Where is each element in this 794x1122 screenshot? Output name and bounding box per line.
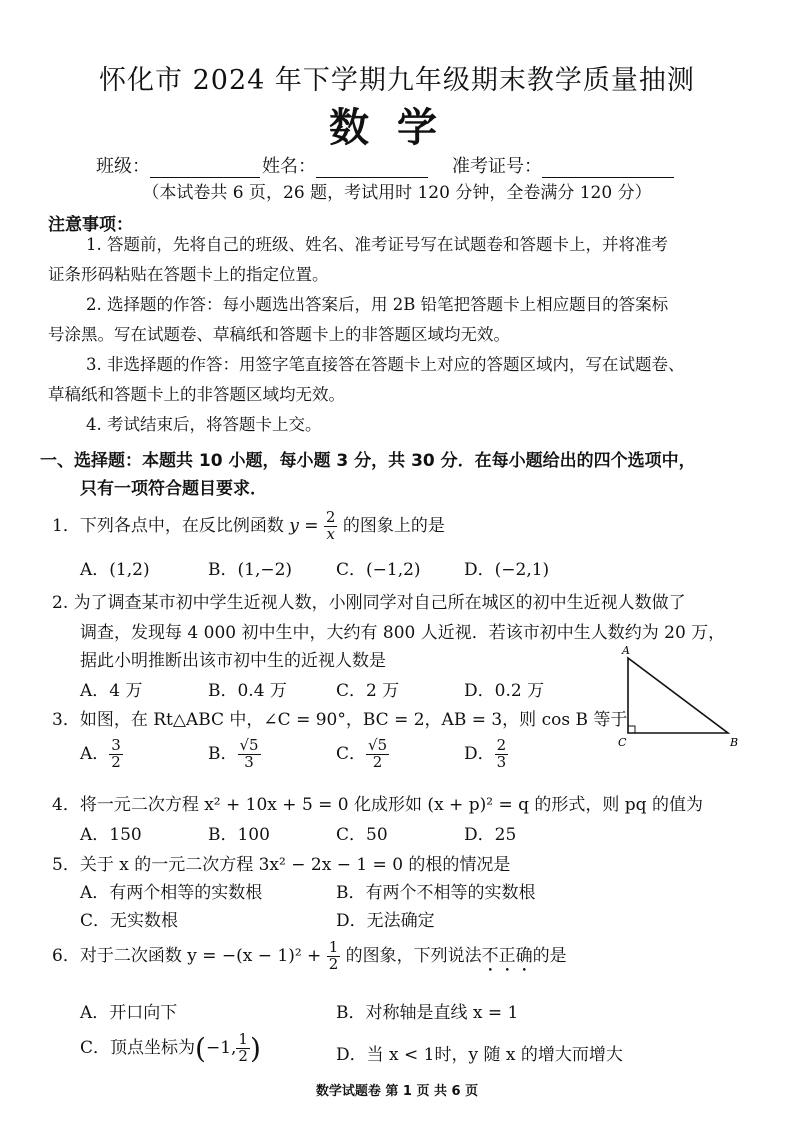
frac-num: √5	[239, 736, 259, 754]
q3-option-fraction	[238, 738, 261, 771]
q6-mid: 的图象，下列说法	[345, 945, 482, 966]
q6-option-d: D．当 x < 1时，y 随 x 的增大而增大	[336, 1045, 623, 1065]
q6-suffix: 的是	[532, 945, 567, 966]
question-6	[52, 940, 567, 976]
question-2-cont: 调查，发现每 4 000 初中生中，大约有 800 人近视．若该市初中生人数约为 20 万，	[80, 623, 726, 643]
q6-c-fraction	[236, 1032, 250, 1065]
exam-meta: （本试卷共 6 页，26 题，考试用时 120 分钟，全卷满分 120 分）	[142, 183, 652, 203]
q6-fraction	[327, 940, 341, 973]
q6-text: 6．对于二次函数 y = −(x − 1)² +	[52, 945, 322, 966]
question-2: 2. 为了调查某市初中学生近视人数，小刚同学对自己所在城区的初中生近视人数做了	[52, 593, 686, 613]
exam-title: 怀化市 2024 年下学期九年级期末教学质量抽测	[99, 65, 695, 96]
section-heading: 一、选择题：本题共 10 小题，每小题 3 分，共 30 分．在每小题给出的四个选项中，	[40, 451, 696, 471]
q5-option-c: C．无实数根	[80, 911, 179, 931]
q1-option-d: D．(−2,1)	[464, 560, 550, 580]
q3-option-label: A．	[80, 743, 110, 764]
question-5: 5．关于 x 的一元二次方程 3x² − 2x − 1 = 0 的根的情况是	[52, 855, 511, 875]
q6-c-lparen: (	[195, 1032, 206, 1065]
subject-title: 数学	[329, 104, 465, 151]
q3-option-label: C．	[336, 743, 367, 764]
notice-line: 号涂黑。写在试题卷、草稿纸和答题卡上的非答题区域均无效。	[48, 325, 510, 344]
q6-option-c	[80, 1032, 261, 1065]
notice-title: 注意事项：	[48, 215, 133, 235]
frac-den: 3	[496, 752, 507, 771]
q1-option-c: C．(−1,2)	[336, 560, 421, 580]
name-label: 姓名：	[262, 156, 316, 177]
vertex-b-label: B	[730, 736, 739, 749]
question-3: 3．如图，在 Rt△ABC 中，∠C = 90°，BC = 2，AB = 3，则 cos B 等于	[52, 710, 628, 730]
vertex-a-label: A	[622, 644, 630, 657]
vertex-c-label: C	[618, 736, 627, 749]
frac-num: 1	[238, 1030, 248, 1049]
notice-line: 3. 非选择题的作答：用签字笔直接答在答题卡上对应的答题区域内，写在试题卷、	[86, 355, 685, 374]
q5-option-d: D．无法确定	[336, 911, 435, 931]
notice-line: 草稿纸和答题卡上的非答题区域均无效。	[48, 385, 345, 404]
q2-option-b: B．0.4 万	[208, 681, 287, 701]
q1-suffix: 的图象上的是	[342, 515, 445, 536]
q3-option-a	[80, 738, 123, 771]
question-4: 4．将一元二次方程 x² + 10x + 5 = 0 化成形如 (x + p)² = q 的形式，则 pq 的值为	[52, 795, 703, 815]
q4-option-d: D．25	[464, 825, 517, 845]
q5-option-b: B．有两个不相等的实数根	[336, 883, 536, 903]
name-field	[262, 152, 428, 178]
right-angle-mark	[628, 726, 635, 733]
q4-option-a: A．150	[80, 825, 142, 845]
frac-num: 3	[111, 736, 121, 754]
q6-c-label: C．顶点坐标为	[80, 1038, 196, 1058]
q4-option-c: C．50	[336, 825, 388, 845]
q3-option-c	[336, 738, 389, 771]
q6-option-a: A．开口向下	[80, 1003, 178, 1023]
class-field	[96, 152, 260, 178]
notice-line: 1. 答题前，先将自己的班级、姓名、准考证号写在试题卷和答题卡上，并将准考	[86, 235, 668, 254]
frac-den: 2	[238, 1047, 248, 1065]
q3-option-b	[208, 738, 261, 771]
q3-option-fraction	[495, 738, 509, 771]
question-2-cont: 据此小明推断出该市初中生的近视人数是	[80, 651, 386, 671]
notice-line: 证条形码粘贴在答题卡上的指定位置。	[48, 265, 329, 284]
page-footer: 数学试题卷 第 1 页 共 6 页	[315, 1084, 479, 1099]
section-heading-cont: 只有一项符合题目要求．	[80, 479, 267, 499]
triangle-abc	[628, 658, 728, 733]
q2-option-a: A．4 万	[80, 681, 143, 701]
q3-option-label: D．	[464, 743, 495, 764]
q3-option-fraction	[366, 738, 389, 771]
q2-option-d: D．0.2 万	[464, 681, 545, 701]
q6-den: 2	[328, 954, 339, 973]
q1-option-b: B．(1,−2)	[208, 560, 293, 580]
q6-c-rparen: )	[249, 1032, 261, 1065]
q5-option-a: A．有两个相等的实数根	[80, 883, 263, 903]
frac-den: 3	[244, 752, 254, 771]
q3-option-fraction	[109, 738, 123, 771]
q6-emphasis: 不正确	[481, 945, 533, 966]
q3-option-label: B．	[208, 743, 238, 764]
q3-option-d	[464, 738, 508, 771]
q6-option-b: B．对称轴是直线 x = 1	[336, 1003, 519, 1023]
frac-num: 2	[496, 736, 507, 754]
q1-fraction	[324, 510, 338, 543]
exam-no-blank[interactable]	[542, 159, 674, 178]
name-blank[interactable]	[316, 159, 428, 178]
exam-no-field	[452, 152, 674, 178]
frac-num: √5	[368, 736, 388, 754]
q1-num: 2	[325, 508, 336, 526]
notice-line: 4. 考试结束后，将答题卡上交。	[86, 415, 322, 434]
q1-den: x	[326, 524, 335, 543]
question-1	[52, 510, 445, 543]
triangle-figure	[606, 640, 752, 754]
frac-den: 2	[372, 752, 383, 771]
q2-option-c: C．2 万	[336, 681, 400, 701]
q4-option-b: B．100	[208, 825, 270, 845]
exam-no-label: 准考证号：	[452, 156, 542, 177]
q1-func: y =	[289, 515, 319, 536]
frac-den: 2	[111, 752, 121, 771]
notice-line: 2. 选择题的作答：每小题选出答案后，用 2B 铅笔把答题卡上相应题目的答案标	[86, 295, 669, 314]
q6-num: 1	[328, 938, 339, 956]
q1-option-a: A．(1,2)	[80, 560, 150, 580]
q6-c-coord-text: −1,	[205, 1038, 237, 1058]
q1-text: 1．下列各点中，在反比例函数	[52, 515, 284, 536]
class-label: 班级：	[96, 156, 150, 177]
class-blank[interactable]	[150, 159, 260, 178]
